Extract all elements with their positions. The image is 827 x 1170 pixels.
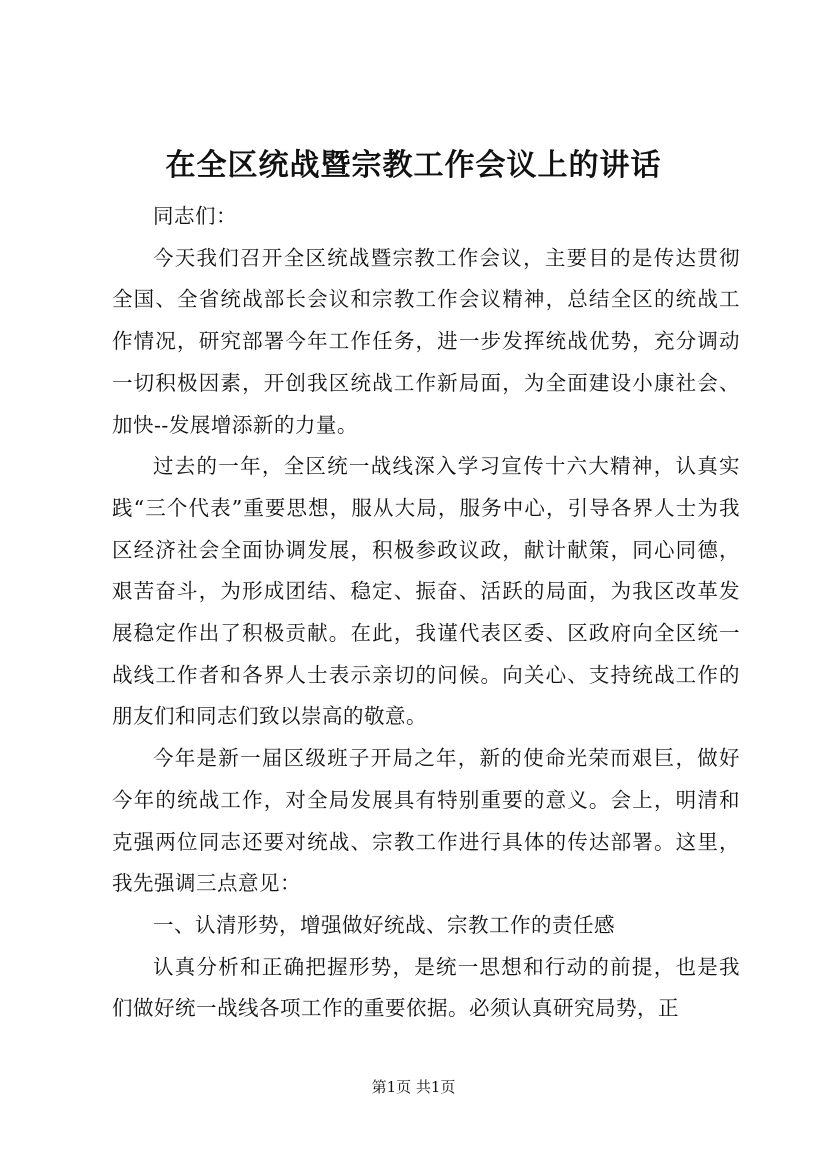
document-title: 在全区统战暨宗教工作会议上的讲话 <box>165 148 662 183</box>
paragraph: 认真分析和正确把握形势，是统一思想和行动的前提，也是我们做好统一战线各项工作的重要依据。必须认真研究局势，正 <box>112 954 740 1021</box>
paragraph: 今天我们召开全区统战暨宗教工作会议，主要目的是传达贯彻全国、全省统战部长会议和宗教工作会议精神，总结全区的统战工作情况，研究部署今年工作任务，进一步发挥统战优势，充分调动一切积极因素，开创我区统战工作新局面，为全面建设小康社会、加快--发展增添新的力量。 <box>112 245 740 437</box>
paragraph: 过去的一年，全区统一战线深入学习宣传十六大精神，认真实践“三个代表”重要思想，服从大局，服务中心，引导各界人士为我区经济社会全面协调发展，积极参政议政，献计献策，同心同德，艰苦奋斗，为形成团结、稳定、振奋、活跃的局面，为我区改革发展稳定作出了积极贡献。在此，我谨代表区委、区政府向全区统一战线工作者和各界人士表示亲切的问候。向关心、支持统战工作的朋友们和同志们致以崇高的敬意。 <box>112 454 740 729</box>
page-footer: 第1页 共1页 <box>371 1078 456 1096</box>
paragraph: 今年是新一届区级班子开局之年，新的使命光荣而艰巨，做好今年的统战工作，对全局发展具有特别重要的意义。会上，明清和克强两位同志还要对统战、宗教工作进行具体的传达部署。这里，我先强调三点意见： <box>112 746 740 896</box>
section-heading: 一、认清形势，增强做好统战、宗教工作的责任感 <box>153 912 615 937</box>
salutation: 同志们： <box>153 204 237 228</box>
document-body <box>112 196 740 1030</box>
